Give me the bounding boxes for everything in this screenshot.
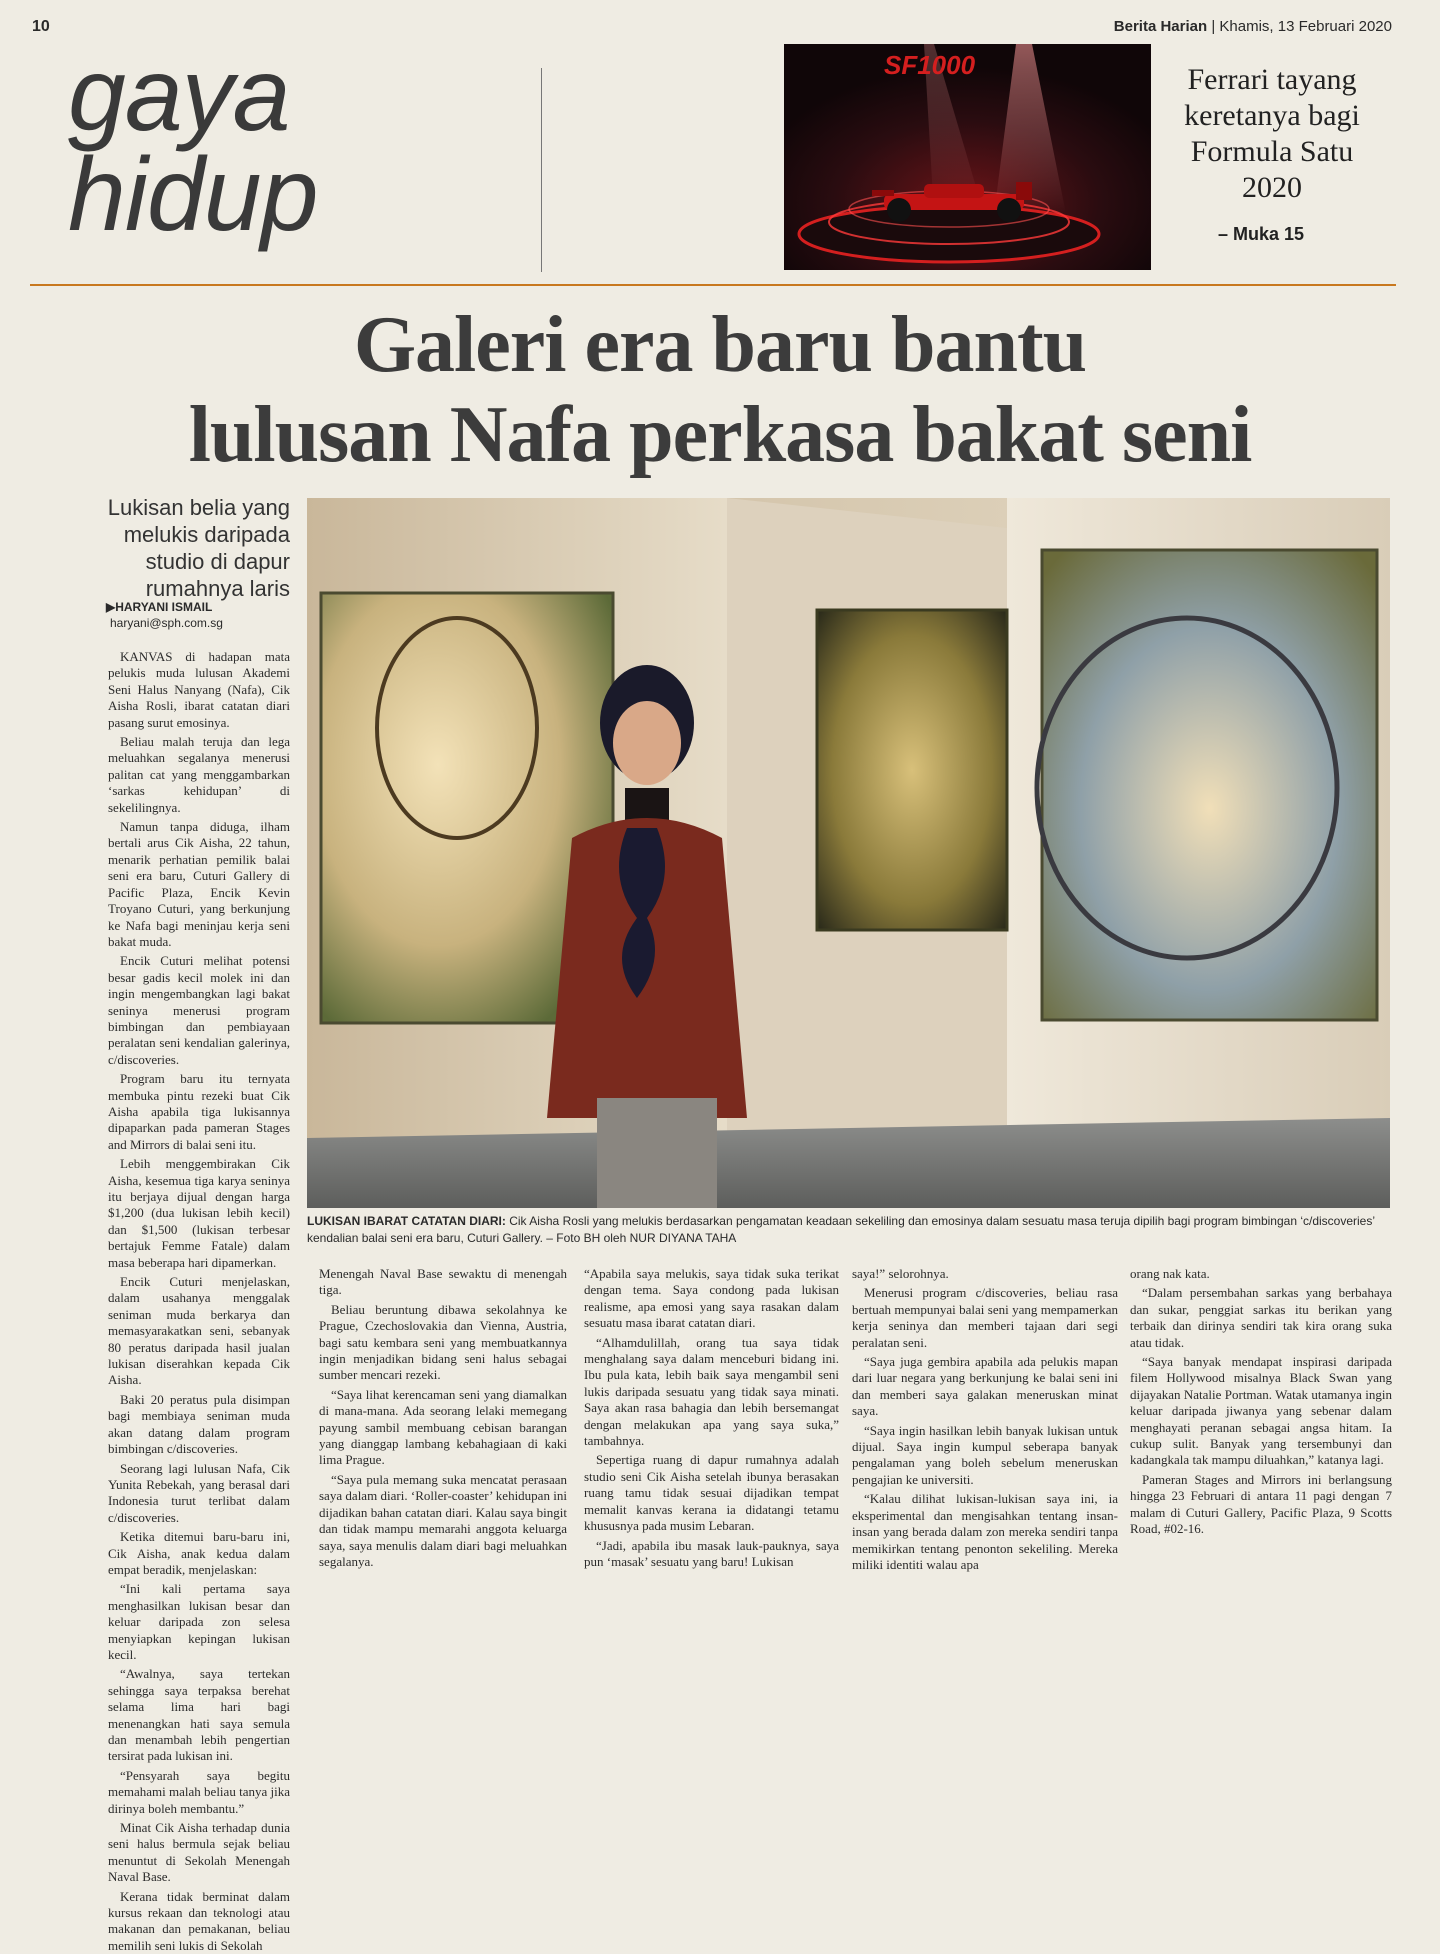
article-paragraph: Lebih menggembirakan Cik Aisha, kesemua tiga karya seninya itu berjaya dijual dengan harga $1,200 (dua lukisan lebih kecil) dan $1,500 (lukisan terbesar bertajuk Femme Fatale) dalam masa beberapa hari dipamerkan.	[108, 1156, 290, 1270]
article-paragraph: Encik Cuturi melihat potensi besar gadis kecil molek ini dan ingin mengembangkan lagi bakat seninya menerusi program bimbingan dan pembiayaan peralatan seni kendalian galerinya, c/discoveries.	[108, 953, 290, 1067]
article-paragraph: “Awalnya, saya tertekan sehingga saya terpaksa berehat selama lima hari bagi menenangkan hati saya semula dan menambah lebih pengertian tersirat pada lukisan ini.	[108, 1666, 290, 1764]
section-title-line2: hidup	[68, 137, 318, 253]
article-paragraph: Pameran Stages and Mirrors ini berlangsung hingga 23 Februari di antara 11 pagi dengan 7 malam di Cuturi Gallery, Pacific Plaza, 9 Scotts Road, #02-16.	[1130, 1471, 1392, 1537]
article-paragraph: Ketika ditemui baru-baru ini, Cik Aisha, anak kedua dalam empat beradik, menjelaskan:	[108, 1529, 290, 1577]
article-paragraph: Encik Cuturi menjelaskan, dalam usahanya menggalak seniman muda berkarya dan memasyarakatkan seni, sebanyak 80 peratus daripada hasil jualan lukisan diserahkan kepada Cik Aisha.	[108, 1274, 290, 1388]
article-paragraph: “Ini kali pertama saya menghasilkan lukisan besar dan keluar daripada zon selesa menyiapkan kepingan lukisan kecil.	[108, 1581, 290, 1662]
article-paragraph: “Saya lihat kerencaman seni yang diamalkan di mana-mana. Ada seorang lelaki memegang payung sambil membuang cebisan barangan yang dianggap lambang kebahagiaan di kaki lima Prague.	[319, 1386, 567, 1468]
article-paragraph: Beliau malah teruja dan lega meluahkan segalanya menerusi palitan cat yang menggambarkan ‘sarkas kehidupan’ di sekelilingnya.	[108, 734, 290, 815]
article-column-1	[108, 649, 290, 1953]
promo-logo: SF1000	[884, 50, 976, 80]
article-paragraph: KANVAS di hadapan mata pelukis muda lulusan Akademi Seni Halus Nanyang (Nafa), Cik Aisha Rosli, ibarat catatan diari pasang surut emosinya.	[108, 649, 290, 730]
article-paragraph: “Saya pula memang suka mencatat perasaan saya dalam diari. ‘Roller-coaster’ kehidupan ini dijadikan bahan catatan diari. Kalau saya bingit dan tidak mampu memarahi anggota keluarga saya, saya menulis dalam diari bagi meluahkan segalanya.	[319, 1471, 567, 1569]
article-column-2	[319, 1266, 567, 1569]
article-paragraph: orang nak kata.	[1130, 1266, 1210, 1281]
article-paragraph: “Jadi, apabila ibu masak lauk-pauknya, saya pun ‘masak’ sesuatu yang baru! Lukisan	[584, 1537, 839, 1569]
article-paragraph: Beliau beruntung dibawa sekolahnya ke Prague, Czechoslovakia dan Vienna, Austria, bagi satu kembara seni yang membuatkannya ingin menjadikan bidang seni halus sebagai sumber mencari rezeki.	[319, 1301, 567, 1383]
article-paragraph: Kerana tidak berminat dalam kursus rekaan dan teknologi atau makanan dan pemakanan, beliau memilih seni lukis di Sekolah	[108, 1888, 290, 1953]
article-subdeck: Lukisan belia yang melukis daripada studio di dapur rumahnya laris	[107, 495, 290, 601]
article-paragraph: Program baru itu ternyata membuka pintu rezeki buat Cik Aisha apabila tiga lukisannya dipaparkan pada pameran Stages and Mirrors di balai seni itu.	[108, 1071, 290, 1152]
article-paragraph: “Kalau dilihat lukisan-lukisan saya ini, ia eksperimental dan mengisahkan tentang insan-insan yang berada dalam zon mereka sendiri tanpa memikirkan tentang penonton sekeliling. Mereka miliki identiti walau apa	[852, 1491, 1118, 1572]
article-paragraph: “Saya ingin hasilkan lebih banyak lukisan untuk dijual. Saya ingin kumpul seberapa banyak pengalaman yang boleh sebelum meneruskan pengajian ke universiti.	[852, 1422, 1118, 1487]
page-number: 10	[32, 18, 50, 35]
byline: ▶HARYANI ISMAIL	[106, 600, 213, 614]
promo-teaser: Ferrari tayang keretanya bagi Formula Satu 2020	[1184, 63, 1360, 204]
article-headline	[40, 300, 1400, 480]
promo-page-ref: – Muka 15	[1218, 224, 1305, 244]
header-divider	[541, 68, 542, 272]
article-paragraph: “Dalam persembahan sarkas yang berbahaya dan sukar, penggiat sarkas itu berikan yang terbaik dan dirinya sendiri tak kira orang suka atau tidak.	[1130, 1285, 1392, 1350]
article-paragraph: Baki 20 peratus pula disimpan bagi membiaya seniman muda akan datang dalam program bimbingan c/discoveries.	[108, 1391, 290, 1457]
masthead-separator: |	[1211, 18, 1216, 35]
section-title-line1: gaya	[68, 37, 290, 153]
caption-label: LUKISAN IBARAT CATATAN DIARI:	[307, 1214, 506, 1228]
promo-photo	[784, 44, 1151, 270]
byline-email: haryani@sph.com.sg	[110, 616, 223, 630]
article-paragraph: Minat Cik Aisha terhadap dunia seni halus bermula sejak beliau menuntut di Sekolah Menengah Naval Base.	[108, 1820, 290, 1885]
article-paragraph: “Pensyarah saya begitu memahami malah beliau tanya jika dirinya boleh membantu.”	[108, 1767, 290, 1816]
article-paragraph: Menengah Naval Base sewaktu di menengah tiga.	[319, 1266, 567, 1298]
photo-caption	[307, 1213, 1390, 1247]
article-paragraph: saya!” selorohnya.	[852, 1266, 949, 1281]
article-column-5	[1130, 1266, 1392, 1536]
headline-line1: Galeri era baru bantu	[353, 301, 1087, 389]
article-paragraph: “Alhamdulillah, orang tua saya tidak menghalang saya dalam menceburi bidang ini. Ibu pula kata, lebih baik saya mengambil seni lukis daripada sesuatu yang tidak saya minati. Saya akan rasa bahagia dan lebih bersemangat dengan melakukan apa yang saya suka,” tambahnya.	[584, 1334, 839, 1449]
article-column-4	[852, 1266, 1118, 1572]
issue-date: Khamis, 13 Februari 2020	[1219, 18, 1392, 35]
paper-name: Berita Harian	[1113, 18, 1208, 35]
article-paragraph: Menerusi program c/discoveries, beliau rasa bertuah mempunyai balai seni yang mempamerkan kerja seninya dan memberi tajaan dari segi peralatan seni.	[852, 1285, 1118, 1350]
article-column-3	[584, 1266, 839, 1569]
section-rule	[30, 284, 1396, 286]
article-paragraph: “Saya juga gembira apabila ada pelukis mapan dari luar negara yang berkunjung ke balai seni ini dan memberi saya galakan meneruskan minat saya.	[852, 1354, 1118, 1419]
main-photo	[307, 498, 1390, 1208]
headline-line2: lulusan Nafa perkasa bakat seni	[188, 391, 1252, 479]
article-paragraph: Seorang lagi lulusan Nafa, Cik Yunita Rebekah, yang berasal dari Indonesia turut terlibat dalam c/discoveries.	[108, 1460, 290, 1525]
article-paragraph: “Apabila saya melukis, saya tidak suka terikat dengan tema. Saya condong pada lukisan realisme, apa emosi yang saya rasakan dalam sesuatu masa ibarat catatan diari.	[584, 1266, 839, 1331]
article-paragraph: Namun tanpa diduga, ilham bertali arus Cik Aisha, 22 tahun, menarik perhatian pemilik balai seni era baru, Cuturi Gallery di Pacific Plaza, Encik Kevin Troyano Cuturi, yang berkunjung ke Nafa bagi meninjau kerja seni bakat muda.	[108, 819, 290, 949]
article-paragraph: Sepertiga ruang di dapur rumahnya adalah studio seni Cik Aisha setelah ibunya berasakan ruang tamu tidak sesuai dijadikan tempat memalit kanvas kerana ia didatangi tetamu khususnya pada musim Lebaran.	[584, 1452, 839, 1534]
caption-text: Cik Aisha Rosli yang melukis berdasarkan pengamatan keadaan sekeliling dan emosinya dalam sesuatu masa teruja dipilih bagi program bimbingan ‘c/discoveries’ kendalian balai seni era baru, Cuturi Gallery. – Foto BH oleh NUR DIYANA TAHA	[307, 1214, 1375, 1245]
masthead	[1114, 18, 1392, 35]
article-paragraph: “Saya banyak mendapat inspirasi daripada filem Hollywood misalnya Black Swan yang dijayakan Natalie Portman. Watak utamanya ingin keluar daripada jiwanya yang sebenar dalam menghayati peranan sebagai angsa hitam. Ia cukup sulit. Banyak yang tersembunyi dan kadangkala tak mampu diluahkan,” katanya lagi.	[1130, 1354, 1392, 1468]
